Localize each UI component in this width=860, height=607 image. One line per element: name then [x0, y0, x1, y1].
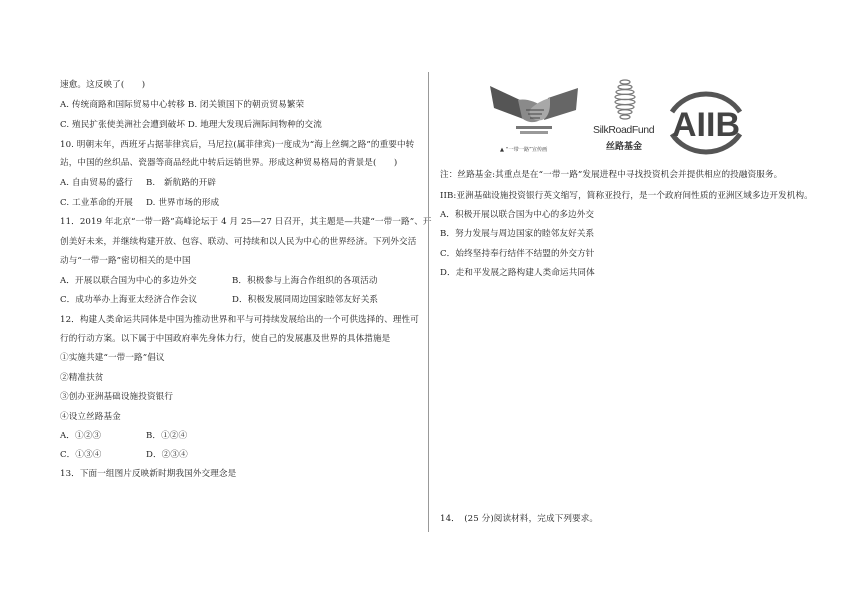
q12-option-a: A．①②③ [60, 431, 102, 441]
q11-option-b: B．积极参与上海合作组织的各项活动 [232, 276, 378, 286]
q10-option-c: C. 工业革命的开展 [60, 198, 133, 208]
q12-item-2: ②精准扶贫 [60, 373, 104, 383]
q14-stem: 14． (25 分)阅读材料，完成下列要求。 [440, 514, 599, 524]
q12-item-3: ③创办亚洲基础设施投资银行 [60, 392, 174, 402]
aiib-logo [662, 82, 750, 164]
q12-option-c: C．①③④ [60, 450, 102, 460]
note-aiib: IIB:亚洲基础设施投资银行英文缩写，简称亚投行，是一个政府间性质的亚洲区域多边开发机构。 [440, 191, 813, 201]
q11-option-c: C．成功举办上海亚太经济合作会议 [60, 295, 198, 305]
q11-option-d: D．积极发展同周边国家睦邻友好关系 [232, 295, 379, 305]
silk-road-fund-name-en: SilkRoadFund [593, 124, 655, 136]
q9-tail: 速愈。这反映了( ) [60, 80, 146, 90]
q10-stem-line2: 站，中国的丝织品、瓷器等商品经此中转后远销世界。形成这种贸易格局的背景是( ) [60, 158, 398, 168]
q9-options-ab: A. 传统商路和国际贸易中心转移 B. 闭关锁国下的朝贡贸易繁荣 [60, 100, 305, 110]
q12-item-4: ④设立丝路基金 [60, 412, 121, 422]
q12-option-d: D．②③④ [146, 450, 188, 460]
q12-item-1: ①实施共建“一带一路”倡议 [60, 353, 165, 363]
silk-road-fund-name-cn: 丝路基金 [606, 142, 643, 152]
q10-option-b: B. 新航路的开辟 [146, 178, 217, 188]
q13-option-a: A．积极开展以联合国为中心的多边外交 [440, 210, 595, 220]
belt-road-handshake-poster [490, 80, 578, 146]
q11-option-a: A．开展以联合国为中心的多边外交 [60, 276, 197, 286]
column-divider [428, 72, 429, 532]
q11-stem-line2: 创美好未来，并继续构建开放、包容、联动、可持续和以人民为中心的世界经济。下列外交活 [60, 237, 417, 247]
handshake-caption: ▲ “一带一路”宣传画 [500, 147, 548, 153]
aiib-logo-text: AIIB [672, 106, 740, 144]
q12-option-b: B．①②④ [146, 431, 188, 441]
q13-stem: 13．下面一组图片反映新时期我国外交理念是 [60, 469, 237, 479]
q13-option-b: B．努力发展与周边国家的睦邻友好关系 [440, 229, 595, 239]
q13-option-d: D．走和平发展之路构建人类命运共同体 [440, 268, 595, 278]
q11-stem-line3: 动与“一带一路”密切相关的是中国 [60, 256, 191, 266]
q10-option-a: A. 自由贸易的盛行 [60, 178, 133, 188]
note-silk-road-fund: 注：丝路基金:其重点是在“一带一路”发展进程中寻找投资机会并提供相应的投融资服务。 [440, 170, 783, 180]
q12-stem-line1: 12．构建人类命运共同体是中国为推动世界和平与可持续发展给出的一个可供选择的、理性可 [60, 315, 419, 325]
q12-stem-line2: 行的行动方案。以下属于中国政府率先身体力行，使自己的发展惠及世界的具体措施是 [60, 334, 391, 344]
q13-option-c: C．始终坚持奉行结伴不结盟的外交方针 [440, 249, 595, 259]
q10-option-d: D. 世界市场的形成 [146, 198, 220, 208]
q9-options-cd: C. 殖民扩张使美洲社会遭到破坏 D. 地理大发现后洲际间物种的交流 [60, 120, 322, 130]
q10-stem-line1: 10. 明朝末年，西班牙占据菲律宾后，马尼拉(属菲律宾)一度成为“海上丝绸之路”的重要中转 [60, 140, 415, 150]
q11-stem-line1: 11．2019 年北京“一带一路”高峰论坛于 4 月 25—27 日召开，其主题是—共建“一带一路”、开 [60, 217, 432, 227]
